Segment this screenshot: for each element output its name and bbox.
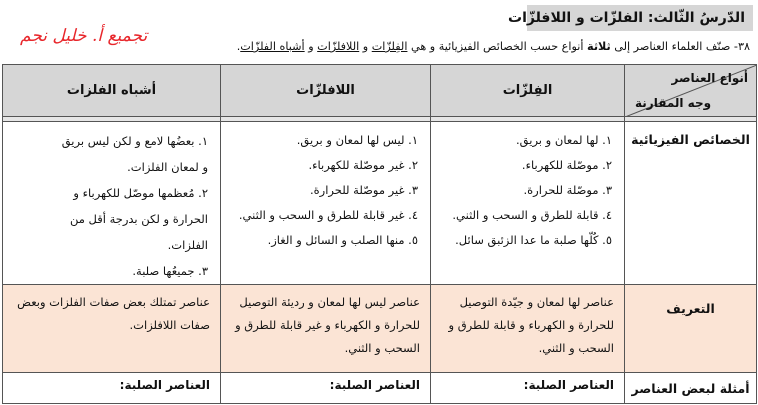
list-item: ٣. جميعُها صلبة. xyxy=(132,264,208,278)
list-item: ٢. غير موصّلة للكهرباء. xyxy=(308,158,418,172)
question-bold-word: ثلاثة xyxy=(587,40,611,53)
metalloids-examples-text: العناصر الصلبة: xyxy=(119,378,210,392)
nonmetals-physical-cell xyxy=(221,122,431,285)
list-item: ٥. كُلّها صلبة ما عدا الزئبق سائل. xyxy=(455,233,612,247)
list-item: ١. بعضُها لامع و لكن ليس بريق xyxy=(61,134,208,148)
list-item: الفلزات. xyxy=(167,238,208,252)
question-end: . xyxy=(236,40,241,53)
metalloids-definition-text: عناصر تمتلك بعض صفات الفلزات وبعض صفات اللافلزات. xyxy=(17,295,210,332)
nonmetals-definition-cell xyxy=(221,285,431,373)
list-item: و لمعان الفلزات. xyxy=(127,160,208,174)
definition-row xyxy=(3,285,757,373)
list-item: ١. لها لمعان و بريق. xyxy=(516,133,612,147)
nonmetals-examples-text: العناصر الصلبة: xyxy=(329,378,420,392)
question-separator: و xyxy=(304,40,318,53)
list-item: ٤. غير قابلة للطرق و السحب و الثني. xyxy=(238,208,418,222)
question-prefix: ٣٨- صنّف العلماء العناصر إلى xyxy=(610,40,750,53)
metals-definition-text: عناصر لها لمعان و جيّدة التوصيل للحرارة و الكهرباء و قابلة للطرق و السحب و الثني. xyxy=(448,295,614,355)
question-term-metals: الفِلزّات xyxy=(371,40,408,53)
metalloids-physical-list xyxy=(3,122,220,284)
question-separator: و xyxy=(359,40,372,53)
list-item: ٥. منها الصلب و السائل و الغاز. xyxy=(267,233,418,247)
list-item: ٣. موصّلة للحرارة. xyxy=(523,183,612,197)
metals-physical-list xyxy=(431,122,624,253)
metalloids-definition-cell xyxy=(3,285,221,373)
compiler-credit: تجميع أ. خليل نجم xyxy=(20,26,148,46)
metals-definition-cell xyxy=(431,285,625,373)
examples-label: أمثلة لبعض العناصر xyxy=(625,373,757,404)
metals-physical-cell xyxy=(431,122,625,285)
nonmetals-physical-list xyxy=(221,122,430,253)
definition-label: التعريف xyxy=(625,285,757,373)
header-metalloids: أشباه الفلزات xyxy=(3,65,221,117)
list-item: ٢. موصّلة للكهرباء. xyxy=(521,158,612,172)
question-middle: أنواع حسب الخصائص الفيزيائية و هي xyxy=(407,40,588,53)
table-header-row xyxy=(3,65,757,117)
list-item: الحرارة و لكن بدرجة أقل من xyxy=(69,212,208,226)
question-term-metalloids: أشباه الفلزّات xyxy=(240,40,305,53)
header-nonmetals: اللافلزّات xyxy=(221,65,431,117)
examples-row xyxy=(3,373,757,404)
physical-properties-row xyxy=(3,122,757,285)
metals-examples-text: العناصر الصلبة: xyxy=(523,378,614,392)
list-item: ١. ليس لها لمعان و بريق. xyxy=(296,133,418,147)
metals-examples-cell xyxy=(431,373,625,404)
comparison-table xyxy=(2,64,757,404)
list-item: ٤. قابلة للطرق و السحب و الثني. xyxy=(452,208,612,222)
physical-label: الخصائص الفيزيائية xyxy=(625,122,757,285)
header-metals: الفِلزّات xyxy=(431,65,625,117)
nonmetals-examples-cell xyxy=(221,373,431,404)
lesson-title: الدّرسُ الثّالث: الفلزّات و اللافلزّات xyxy=(527,5,753,31)
question-term-nonmetals: اللافلزّات xyxy=(317,40,360,53)
corner-bottom-label: وجه المقارنة xyxy=(635,96,712,110)
corner-top-label: أنواع العناصر xyxy=(671,71,748,85)
list-item: ٣. غير موصّلة للحرارة. xyxy=(310,183,418,197)
metalloids-physical-cell xyxy=(3,122,221,285)
corner-cell xyxy=(625,65,757,117)
question-text xyxy=(237,40,750,53)
metalloids-examples-cell xyxy=(3,373,221,404)
list-item: ٢. مُعظمها موصّل للكهرباء و xyxy=(73,186,208,200)
nonmetals-definition-text: عناصر ليس لها لمعان و رديئة التوصيل للحرارة و الكهرباء و غير قابلة للطرق و السحب و الثني. xyxy=(235,295,420,355)
